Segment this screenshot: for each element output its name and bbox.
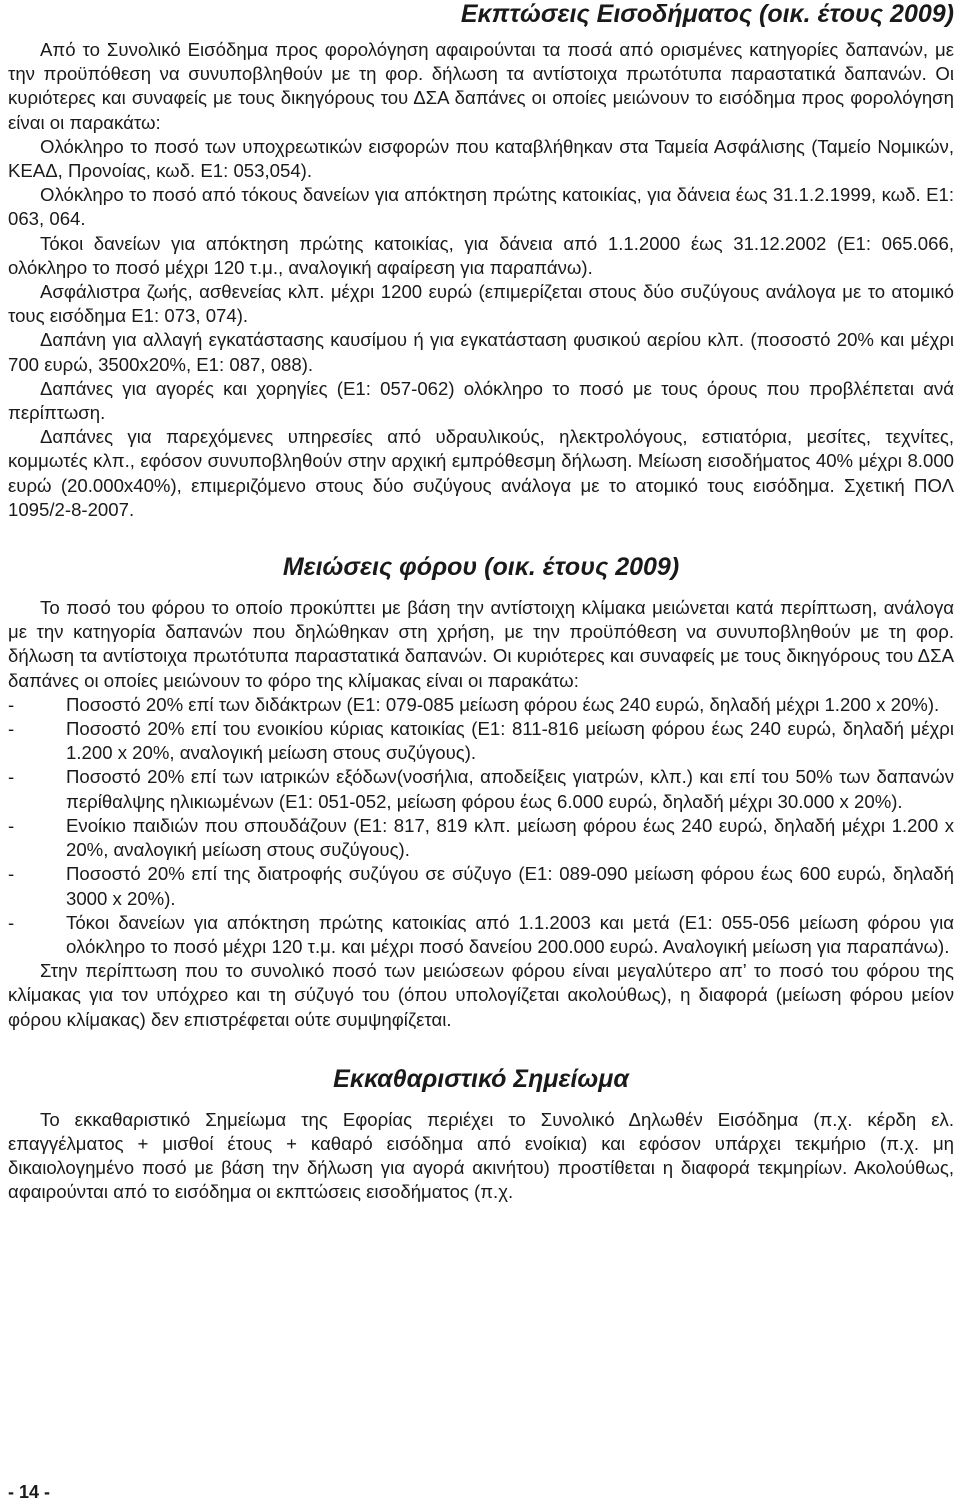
list-item: - Ποσοστό 20% επί των ιατρικών εξόδων(νοσήλια, αποδείξεις γιατρών, κλπ.) και επί του 50% των δαπανών περίθαλψης ηλικιωμένων (Ε1: 051-052, μείωση φόρου έως 6.000 ευρώ, δηλαδή μέχρι 30.000 x 20%). [8, 766, 954, 812]
paragraph-item: Δαπάνη για αλλαγή εγκατάστασης καυσίμου ή για εγκατάσταση φυσικού αερίου κλπ. (ποσοστό 20% και μέχρι 700 ευρώ, 3500x20%, Ε1: 087, 088). [8, 329, 954, 375]
paragraph-item: Ολόκληρο το ποσό από τόκους δανείων για απόκτηση πρώτης κατοικίας, για δάνεια έως 31.1.2.1999, κωδ. Ε1: 063, 064. [8, 184, 954, 230]
list-item: - Ενοίκιο παιδιών που σπουδάζουν (Ε1: 817, 819 κλπ. μείωση φόρου έως 240 ευρώ, δηλαδή μέχρι 1.200 x 20%, αναλογική μείωση στους συζύγους). [8, 814, 954, 861]
paragraph-outro-reductions: Στην περίπτωση που το συνολικό ποσό των μειώσεων φόρου είναι μεγαλύτερο απ’ το ποσό του φόρου της κλίμακας για τον υπόχρεο και τη σύζυγό του (όπου υπολογίζεται ακολούθως), η διαφορά (μείωση φόρου μείον φόρου κλίμακας) δεν επιστρέφεται ούτε συμψηφίζεται. [8, 960, 954, 1030]
paragraph-item: Ασφάλιστρα ζωής, ασθενείας κλπ. μέχρι 1200 ευρώ (επιμερίζεται στους δύο συζύγους ανάλογα με το ατομικό τους εισόδημα Ε1: 073, 074). [8, 281, 954, 327]
paragraph-intro-deductions: Από το Συνολικό Εισόδημα προς φορολόγηση αφαιρούνται τα ποσά από ορισμένες κατηγορίες δαπανών, με την προϋπόθεση να συνυποβληθούν με τη φορ. δήλωση τα αντίστοιχα πρωτότυπα παραστατικά δαπανών. Οι κυριότερες και συναφείς με τους δικηγόρους του ΔΣΑ δαπάνες οι οποίες μειώνουν το εισόδημα προς φορολόγηση είναι οι παρακάτω: [8, 39, 954, 133]
list-item: - Ποσοστό 20% επί των διδάκτρων (Ε1: 079-085 μείωση φόρου έως 240 ευρώ, δηλαδή μέχρι 1.200 x 20%). [8, 693, 940, 715]
document-page [8, 0, 954, 1205]
paragraph-item: Τόκοι δανείων για απόκτηση πρώτης κατοικίας, για δάνεια από 1.1.2000 έως 31.12.2002 (Ε1: 065.066, ολόκληρο το ποσό μέχρι 120 τ.μ., αναλογική αφαίρεση για παραπάνω). [8, 232, 954, 278]
paragraph-clearance-note: Το εκκαθαριστικό Σημείωμα της Εφορίας περιέχει το Συνολικό Δηλωθέν Εισόδημα (π.χ. κέρδη ελ. επαγγέλματος + μισθοί έτους + καθαρό εισόδημα από ενοίκια) και εφόσον υπάρχει τεκμήριο (π.χ. μη δικαιολογημένο ποσό με βάση την δήλωση για αγορά ακινήτου) προστίθεται η διαφορά τεκμηρίων. Ακολούθως, αφαιρούνται από το εισόδημα οι εκπτώσεις εισοδήματος (π.χ. [8, 1108, 954, 1203]
section-title-tax-reductions: Μειώσεις φόρου (οικ. έτους 2009) [282, 553, 680, 582]
paragraph-item: Ολόκληρο το ποσό των υποχρεωτικών εισφορών που καταβλήθηκαν στα Ταμεία Ασφάλισης (Ταμείο Νομικών, ΚΕΑΔ, Προνοίας, κωδ. Ε1: 053,054). [8, 135, 954, 182]
reductions-list [8, 693, 954, 959]
list-item: - Ποσοστό 20% επί της διατροφής συζύγου σε σύζυγο (Ε1: 089-090 μείωση φόρου έως 600 ευρώ, δηλαδή 3000 x 20%). [8, 863, 954, 909]
section-title-income-deductions: Εκπτώσεις Εισοδήματος (οικ. έτους 2009) [460, 0, 954, 28]
section-title-clearance-note: Εκκαθαριστικό Σημείωμα [333, 1064, 629, 1093]
paragraph-item: Δαπάνες για παρεχόμενες υπηρεσίες από υδραυλικούς, ηλεκτρολόγους, εστιατόρια, μεσίτες, τεχνίτες, κομμωτές κλπ., εφόσον συνυποβληθούν στην αρχική εμπρόθεσμη δήλωση. Μείωση εισοδήματος 40% μέχρι 8.000 ευρώ (20.000x40%), επιμεριζόμενο στους δύο συζύγους ανάλογα με το ατομικό τους εισόδημα. Σχετική ΠΟΛ 1095/2-8-2007. [8, 426, 954, 520]
list-item: - Τόκοι δανείων για απόκτηση πρώτης κατοικίας από 1.1.2003 και μετά (Ε1: 055-056 μείωση φόρου για ολόκληρο το ποσό μέχρι 120 τ.μ. και μέχρι ποσό δανείου 200.000 ευρώ. Αναλογική μείωση για παραπάνω). [8, 911, 954, 957]
paragraph-intro-reductions: Το ποσό του φόρου το οποίο προκύπτει με βάση την αντίστοιχη κλίμακα μειώνεται κατά περίπτωση, ανάλογα με την κατηγορία δαπανών που δηλώθηκαν στη χρήση, με την προϋπόθεση να συνυποβληθούν με τη φορ. δήλωση τα αντίστοιχα πρωτότυπα παραστατικά δαπανών. Οι κυριότερες και συναφείς με τους δικηγόρους του ΔΣΑ δαπάνες οι οποίες μειώνουν το φόρο της κλίμακας είναι οι παρακάτω: [8, 597, 954, 691]
paragraph-item: Δαπάνες για αγορές και χορηγίες (Ε1: 057-062) ολόκληρο το ποσό με τους όρους που προβλέπεται ανά περίπτωση. [8, 377, 954, 424]
list-item: - Ποσοστό 20% επί του ενοικίου κύριας κατοικίας (Ε1: 811-816 μείωση φόρου έως 240 ευρώ, δηλαδή μέχρι 1.200 x 20%, αναλογική μείωση στους συζύγους). [8, 718, 954, 764]
page-number: - 14 - [8, 1482, 51, 1502]
